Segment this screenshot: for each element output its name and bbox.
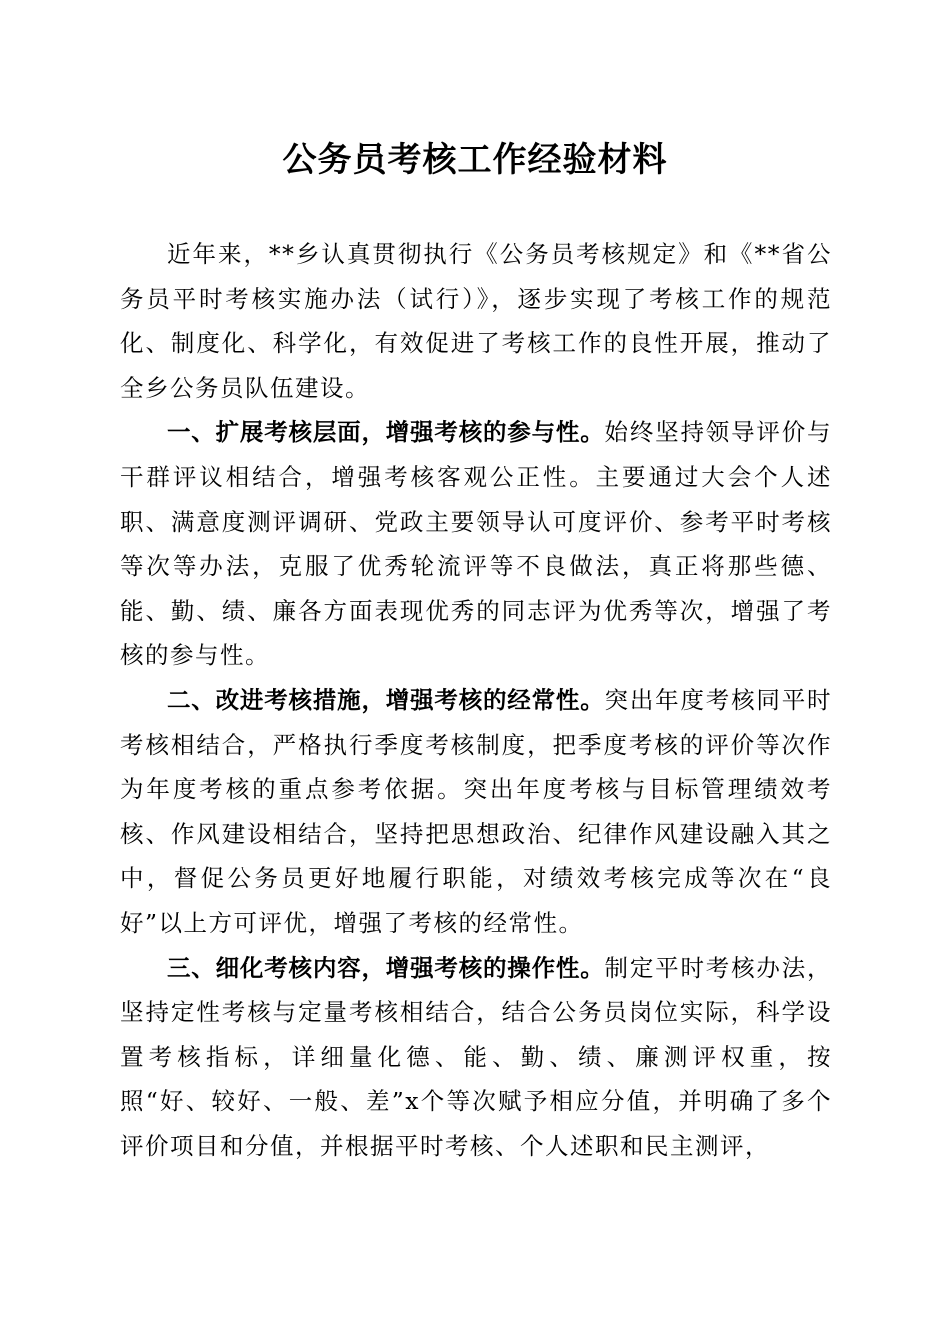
section-text-3: 制定平时考核办法，坚持定性考核与定量考核相结合，结合公务员岗位实际，科学设置考核指标，详细量化德、能、勤、绩、廉测评权重，按照“好、较好、一般、差”x个等次赋予相应分值，并明确了多个评价项目和分值，并根据平时考核、个人述职和民主测评， <box>120 953 833 1160</box>
section-heading-2: 二、改进考核措施，增强考核的经常性。 <box>167 685 605 714</box>
section-text-2: 突出年度考核同平时考核相结合，严格执行季度考核制度，把季度考核的评价等次作为年度考核的重点参考依据。突出年度考核与目标管理绩效考核、作风建设相结合，坚持把思想政治、纪律作风建设融入其之中，督促公务员更好地履行职能，对绩效考核完成等次在“良好”以上方可评优，增强了考核的经常性。 <box>120 685 833 937</box>
section-paragraph-3 <box>120 946 832 1169</box>
document-title: 公务员考核工作经验材料 <box>282 140 668 180</box>
intro-paragraph: 近年来，**乡认真贯彻执行《公务员考核规定》和《**省公务员平时考核实施办法（试行）》，逐步实现了考核工作的规范化、制度化、科学化，有效促进了考核工作的良性开展，推动了全乡公务员队伍建设。 <box>120 240 832 402</box>
section-paragraph-2 <box>120 678 832 946</box>
section-text-1: 始终坚持领导评价与干群评议相结合，增强考核客观公正性。主要通过大会个人述职、满意度测评调研、党政主要领导认可度评价、参考平时考核等次等办法，克服了优秀轮流评等不良做法，真正将那些德、能、勤、绩、廉各方面表现优秀的同志评为优秀等次，增强了考核的参与性。 <box>120 418 833 670</box>
document-body <box>120 232 832 1168</box>
section-paragraph-1 <box>120 410 832 678</box>
section-heading-1: 一、扩展考核层面，增强考核的参与性。 <box>167 418 605 447</box>
section-heading-3: 三、细化考核内容，增强考核的操作性。 <box>167 953 605 982</box>
